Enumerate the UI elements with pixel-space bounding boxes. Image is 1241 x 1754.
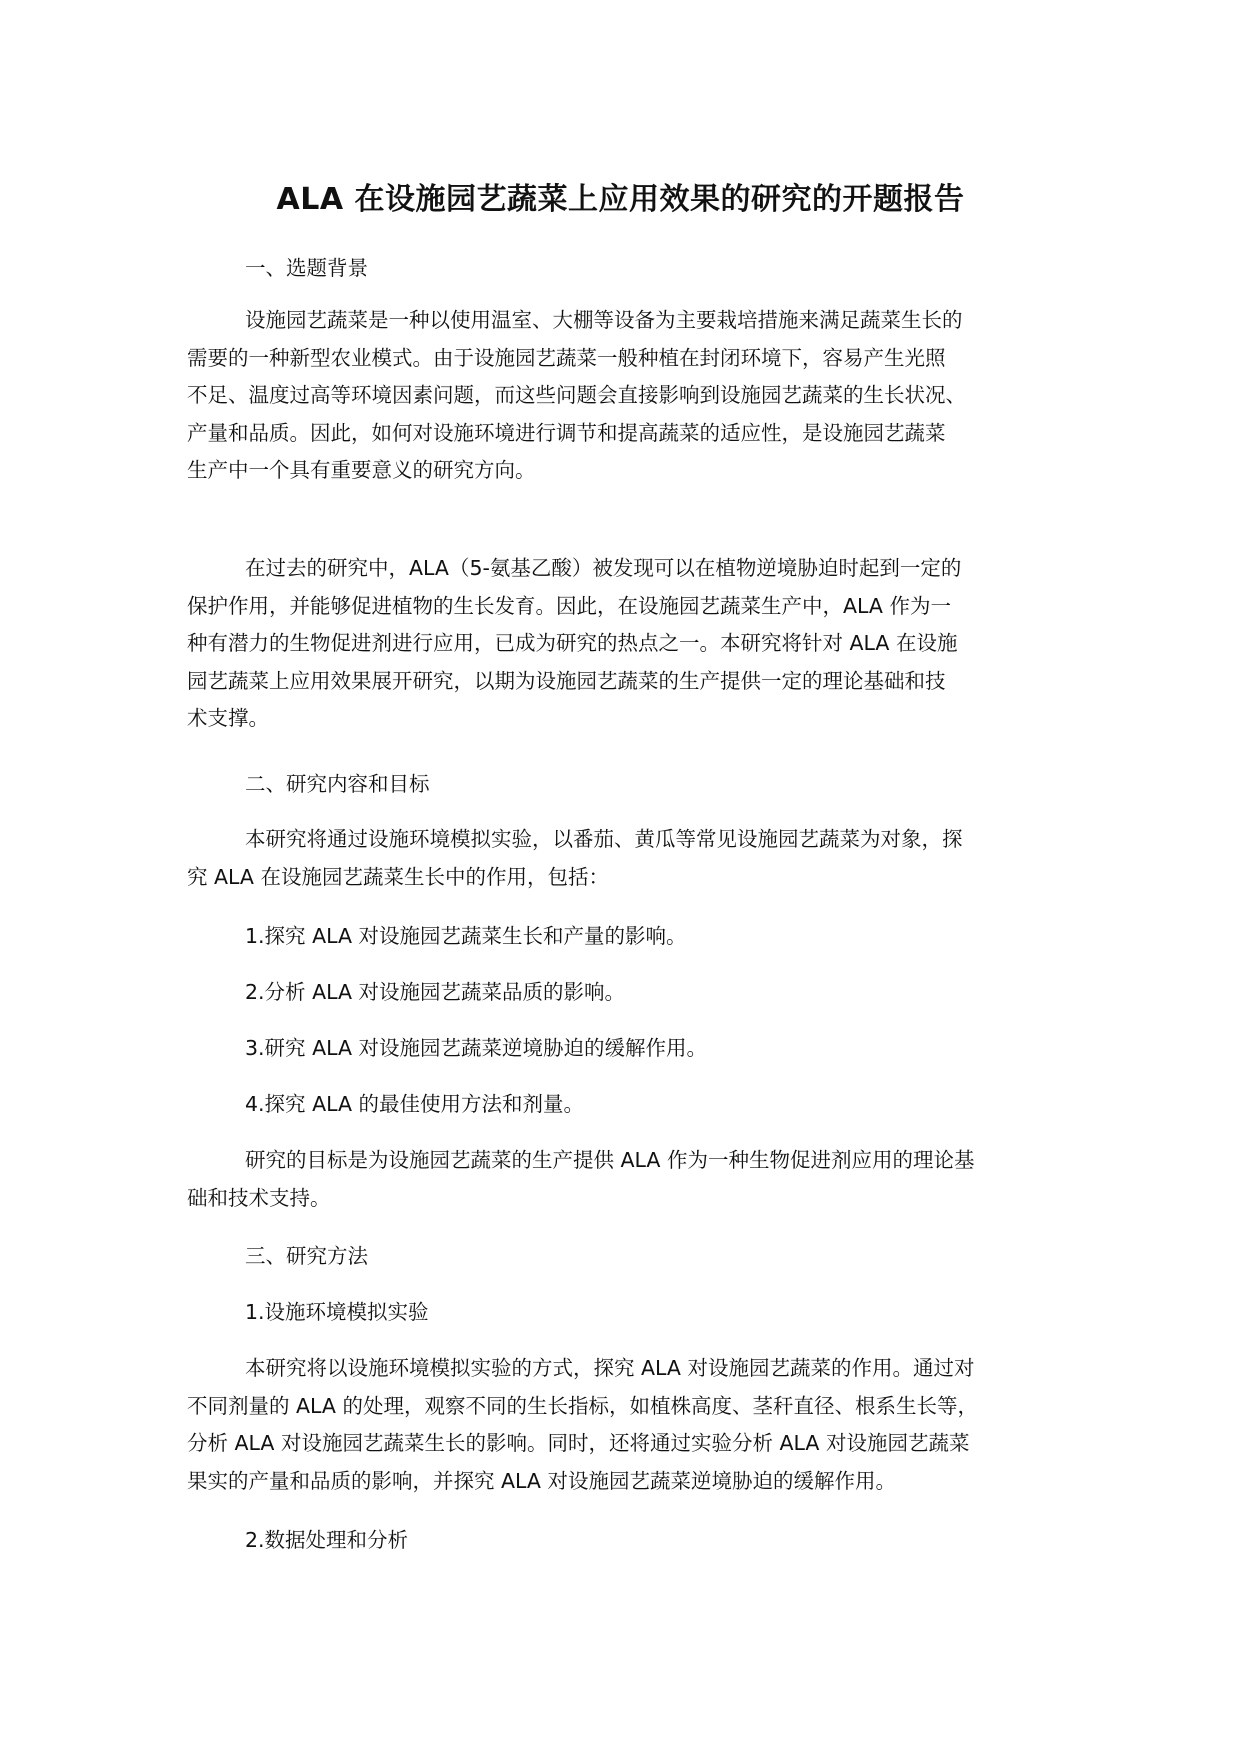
heading-text: 三、研究方法 (245, 1244, 368, 1268)
list-item-2 (187, 974, 1067, 1012)
heading-text: 一、选题背景 (245, 256, 368, 280)
paragraph-line: 研究的目标是为设施园艺蔬菜的生产提供 ALA 作为一种生物促进剂应用的理论基 (245, 1148, 975, 1172)
paragraph-research-goal (187, 1142, 1067, 1217)
method-heading-1 (187, 1294, 1067, 1332)
paragraph-line: 术支撑。 (187, 706, 269, 730)
paragraph-line: 本研究将通过设施环境模拟实验，以番茄、黄瓜等常见设施园艺蔬菜为对象，探 (245, 827, 963, 851)
list-item-text: 4.探究 ALA 的最佳使用方法和剂量。 (245, 1092, 585, 1116)
list-item-text: 1.探究 ALA 对设施园艺蔬菜生长和产量的影响。 (245, 924, 687, 948)
paragraph-method-1 (187, 1350, 1067, 1500)
heading-text: 1.设施环境模拟实验 (245, 1300, 429, 1324)
list-item-text: 3.研究 ALA 对设施园艺蔬菜逆境胁迫的缓解作用。 (245, 1036, 708, 1060)
paragraph-line: 需要的一种新型农业模式。由于设施园艺蔬菜一般种植在封闭环境下，容易产生光照 (187, 345, 946, 370)
paragraph-research-content (187, 821, 1067, 896)
paragraph-line: 保护作用，并能够促进植物的生长发育。因此，在设施园艺蔬菜生产中，ALA 作为一 (187, 593, 951, 618)
heading-text: 2.数据处理和分析 (245, 1528, 409, 1552)
list-item-3 (187, 1030, 1067, 1068)
paragraph-line: 产量和品质。因此，如何对设施环境进行调节和提高蔬菜的适应性，是设施园艺蔬菜 (187, 420, 946, 445)
paragraph-line: 本研究将以设施环境模拟实验的方式，探究 ALA 对设施园艺蔬菜的作用。通过对 (245, 1356, 975, 1380)
list-item-1 (187, 918, 1067, 956)
section-heading-content-goals (187, 766, 1067, 804)
section-heading-background (187, 250, 1067, 288)
paragraph-line: 种有潜力的生物促进剂进行应用，已成为研究的热点之一。本研究将针对 ALA 在设施 (187, 631, 958, 655)
paragraph-background (187, 302, 1067, 490)
paragraph-ala-background (187, 550, 1067, 738)
paragraph-line: 果实的产量和品质的影响，并探究 ALA 对设施园艺蔬菜逆境胁迫的缓解作用。 (187, 1468, 896, 1493)
heading-text: 二、研究内容和目标 (245, 772, 430, 796)
section-heading-methods (187, 1238, 1067, 1276)
paragraph-line: 生产中一个具有重要意义的研究方向。 (187, 458, 536, 482)
list-item-4 (187, 1086, 1067, 1124)
paragraph-line: 设施园艺蔬菜是一种以使用温室、大棚等设备为主要栽培措施来满足蔬菜生长的 (245, 308, 963, 332)
paragraph-line: 究 ALA 在设施园艺蔬菜生长中的作用，包括： (187, 864, 609, 889)
paragraph-line: 础和技术支持。 (187, 1185, 331, 1210)
paragraph-line: 分析 ALA 对设施园艺蔬菜生长的影响。同时，还将通过实验分析 ALA 对设施园艺蔬菜 (187, 1431, 970, 1455)
paragraph-line: 不足、温度过高等环境因素问题，而这些问题会直接影响到设施园艺蔬菜的生长状况、 (187, 383, 966, 407)
paragraph-line: 不同剂量的 ALA 的处理，观察不同的生长指标，如植株高度、茎秆直径、根系生长等， (187, 1393, 978, 1418)
list-item-text: 2.分析 ALA 对设施园艺蔬菜品质的影响。 (245, 980, 626, 1004)
paragraph-line: 园艺蔬菜上应用效果展开研究，以期为设施园艺蔬菜的生产提供一定的理论基础和技 (187, 668, 946, 693)
method-heading-2 (187, 1522, 1067, 1560)
document-title: ALA 在设施园艺蔬菜上应用效果的研究的开题报告 (276, 182, 965, 217)
paragraph-line: 在过去的研究中，ALA（5-氨基乙酸）被发现可以在植物逆境胁迫时起到一定的 (245, 556, 962, 580)
